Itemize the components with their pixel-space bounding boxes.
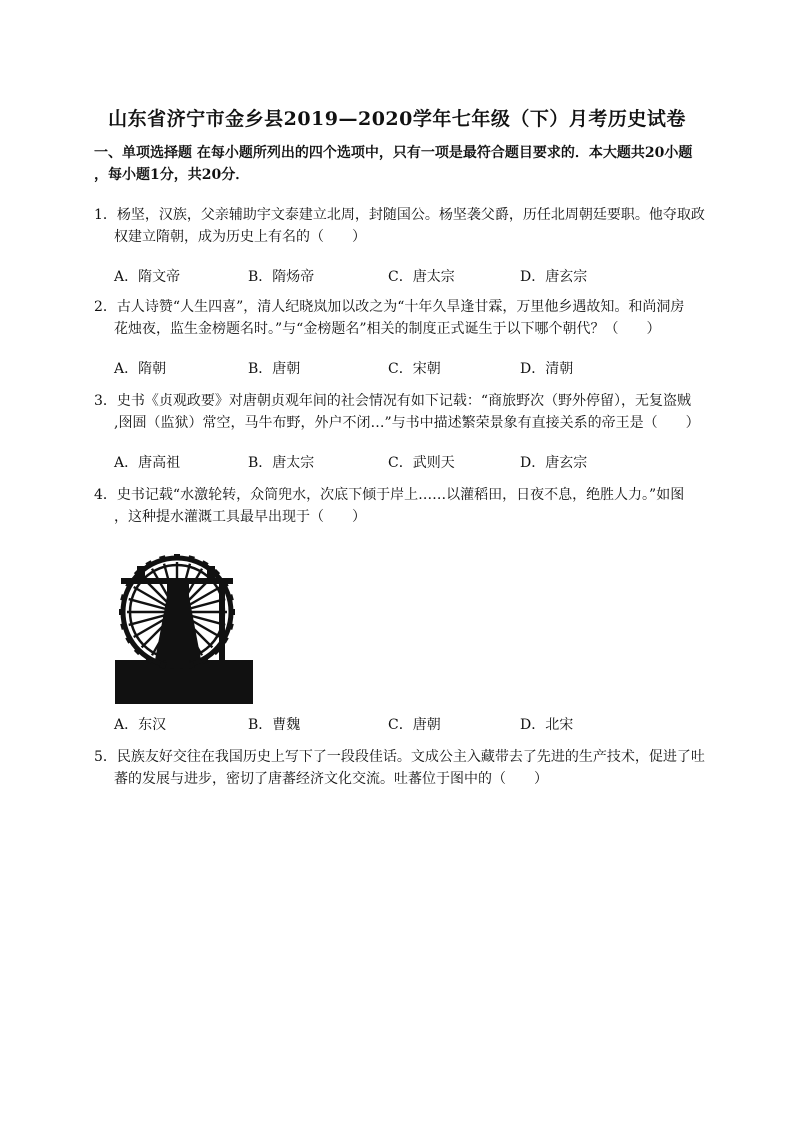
option-a[interactable]: A．唐高祖 (114, 455, 181, 471)
question-3-options (114, 452, 674, 474)
question-4 (94, 484, 719, 528)
question-5 (94, 746, 719, 790)
option-b[interactable]: B．唐太宗 (248, 455, 315, 471)
question-4-options (114, 714, 674, 736)
section-instructions (94, 142, 714, 186)
option-d[interactable]: D．唐玄宗 (520, 455, 588, 471)
question-1 (94, 204, 719, 248)
option-b[interactable]: B．唐朝 (248, 361, 301, 377)
question-1-line-2: 权建立隋朝，成为历史上有名的（ ） (114, 229, 366, 245)
question-4-line-2: ，这种提水灌溉工具最早出现于（ ） (114, 509, 366, 525)
question-1-options (114, 266, 674, 288)
exam-title: 山东省济宁市金乡县2019—2020学年七年级（下）月考历史试卷 (108, 108, 686, 130)
water-wheel-figure (115, 548, 253, 704)
section-line-1: 一、单项选择题 在每小题所列出的四个选项中，只有一项是最符合题目要求的．本大题共20小题 (94, 145, 693, 161)
option-a[interactable]: A．东汉 (114, 717, 167, 733)
question-2 (94, 296, 719, 340)
question-5-line-2: 蕃的发展与进步，密切了唐蕃经济文化交流。吐蕃位于图中的（ ） (114, 771, 548, 787)
option-c[interactable]: C．唐太宗 (388, 269, 455, 285)
question-4-line-1: 4．史书记载“水激轮转，众筒兜水，次底下倾于岸上……以灌稻田，日夜不息，绝胜人力。”如图 (94, 487, 685, 503)
question-3-line-2: ,囹圄（监狱）常空，马牛布野，外户不闭…”与书中描述繁荣景象有直接关系的帝王是（ ） (114, 415, 700, 431)
question-5-line-1: 5．民族友好交往在我国历史上写下了一段段佳话。文成公主入藏带去了先进的生产技术，促进了吐 (94, 749, 705, 765)
option-a[interactable]: A．隋文帝 (114, 269, 181, 285)
question-3 (94, 390, 719, 434)
question-3-line-1: 3．史书《贞观政要》对唐朝贞观年间的社会情况有如下记载：“商旅野次（野外停留），无复盗贼 (94, 393, 692, 409)
option-c[interactable]: C．武则天 (388, 455, 455, 471)
section-line-2: ，每小题1分，共20分． (94, 167, 250, 183)
question-2-line-2: 花烛夜，监生金榜题名时。”与“金榜题名”相关的制度正式诞生于以下哪个朝代？（ ） (114, 321, 661, 337)
option-c[interactable]: C．唐朝 (388, 717, 441, 733)
option-b[interactable]: B．隋炀帝 (248, 269, 315, 285)
question-1-line-1: 1．杨坚，汉族，父亲辅助宇文泰建立北周，封随国公。杨坚袭父爵，历任北周朝廷要职。他夺取政 (94, 207, 705, 223)
option-c[interactable]: C．宋朝 (388, 361, 441, 377)
option-d[interactable]: D．唐玄宗 (520, 269, 588, 285)
option-d[interactable]: D．清朝 (520, 361, 574, 377)
option-a[interactable]: A．隋朝 (114, 361, 167, 377)
option-d[interactable]: D．北宋 (520, 717, 574, 733)
question-2-line-1: 2．古人诗赞“人生四喜”，清人纪晓岚加以改之为“十年久旱逢甘霖，万里他乡遇故知。和尚洞房 (94, 299, 685, 315)
option-b[interactable]: B．曹魏 (248, 717, 301, 733)
question-2-options (114, 358, 674, 380)
